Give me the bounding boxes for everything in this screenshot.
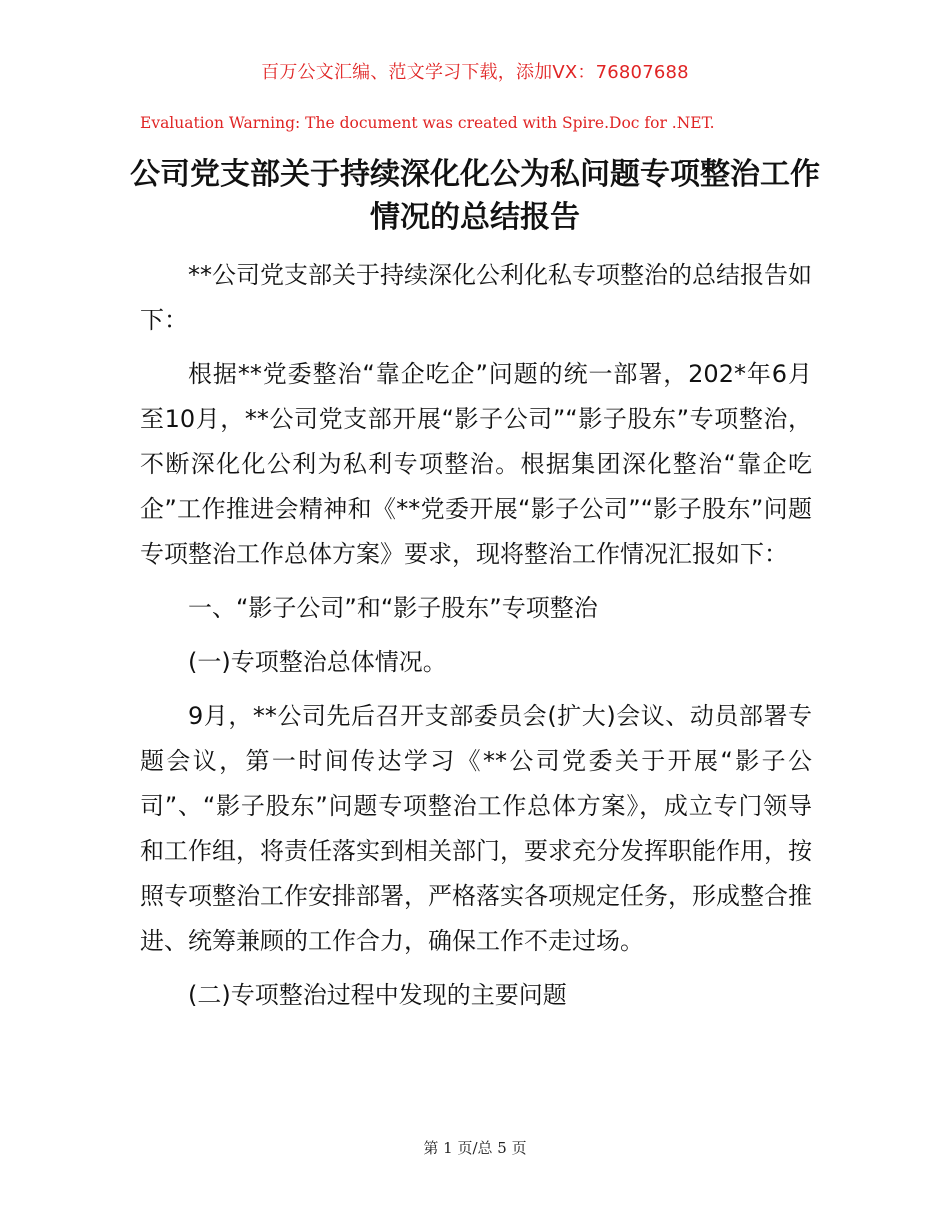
- page-indicator: 第 1 页/总 5 页: [423, 1139, 527, 1157]
- header-banner: 百万公文汇编、范文学习下载，添加VX：76807688: [261, 62, 689, 83]
- background-paragraph: 根据**党委整治“靠企吃企”问题的统一部署，202*年6月至10月，**公司党支部开展“影子公司”“影子股东”专项整治，不断深化化公利为私利专项整治。根据集团深化整治“靠企吃企”工作推进会精神和《**党委开展“影子公司”“影子股东”问题专项整治工作总体方案》要求，现将整治工作情况汇报如下：: [140, 360, 812, 568]
- subsection-heading-2: (二)专项整治过程中发现的主要问题: [188, 981, 567, 1009]
- overview-paragraph: 9月，**公司先后召开支部委员会(扩大)会议、动员部署专题会议，第一时间传达学习《**公司党委关于开展“影子公司”、“影子股东”问题专项整治工作总体方案》，成立专门领导和工作组，将责任落实到相关部门，要求充分发挥职能作用，按照专项整治工作安排部署，严格落实各项规定任务，形成整合推进、统筹兼顾的工作合力，确保工作不走过场。: [140, 702, 812, 955]
- document-body: [140, 253, 812, 1027]
- subsection-heading-1: (一)专项整治总体情况。: [188, 648, 447, 676]
- intro-paragraph: **公司党支部关于持续深化公利化私专项整治的总结报告如下：: [140, 261, 812, 334]
- document-title: 公司党支部关于持续深化化公为私问题专项整治工作情况的总结报告: [130, 157, 820, 235]
- evaluation-warning: Evaluation Warning: The document was created with Spire.Doc for .NET.: [140, 114, 715, 132]
- section-heading-1: 一、“影子公司”和“影子股东”专项整治: [188, 594, 598, 622]
